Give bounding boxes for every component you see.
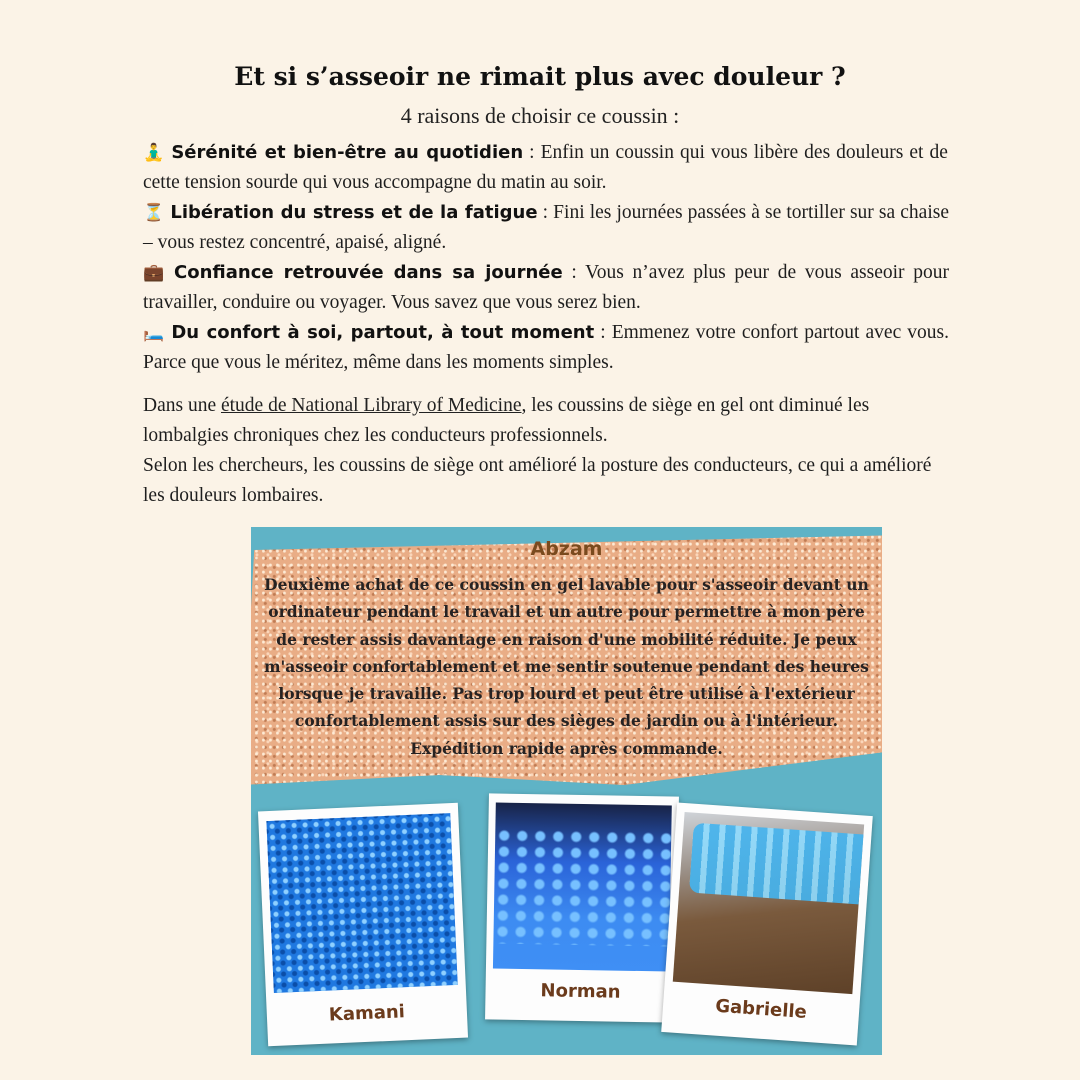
- review-text: [251, 571, 882, 762]
- photo-caption: Norman: [540, 980, 621, 1003]
- review-line: lorsque je travaille. Pas trop lourd et peut être utilisé à l'extérieur: [278, 684, 855, 704]
- reason-heading: Sérénité et bien-être au quotidien: [171, 142, 524, 163]
- bed-icon: 🛏️: [143, 323, 166, 343]
- reason-text: : Enfin un coussin qui vous libère des douleurs et de cette tension sourde qui vous accompagne du matin au soir.: [143, 142, 948, 193]
- reason-item: [143, 198, 949, 258]
- gel-cushion-photo: [673, 812, 864, 994]
- page-subtitle: 4 raisons de choisir ce coussin :: [400, 103, 680, 128]
- review-line: de rester assis davantage en raison d'une mobilité réduite. Je peux: [276, 629, 857, 649]
- gel-cushion-photo: [493, 802, 672, 971]
- study-link[interactable]: étude de National Library of Medicine: [220, 395, 522, 416]
- review-line: Expédition rapide après commande.: [410, 738, 723, 758]
- review-line: ordinateur pendant le travail et un autre pour permettre à mon père: [268, 602, 865, 622]
- study-suffix: , les coussins de siège en gel ont diminué les lombalgies chroniques chez les conducteurs professionnels.: [143, 395, 870, 446]
- polaroid-photo: [258, 803, 468, 1047]
- photo-caption: Kamani: [328, 1001, 406, 1026]
- reason-heading: Confiance retrouvée dans sa journée: [174, 262, 563, 283]
- review-line: Deuxième achat de ce coussin en gel lavable pour s'asseoir devant un: [264, 575, 869, 594]
- briefcase-icon: 💼: [143, 263, 168, 283]
- reason-item: [143, 318, 949, 378]
- polaroid-photo: [661, 802, 873, 1045]
- reason-heading: Libération du stress et de la fatigue: [170, 202, 538, 223]
- polaroid-photo: [485, 793, 679, 1022]
- customer-review-image: [251, 527, 882, 1055]
- review-line: confortablement assis sur des sièges de jardin ou à l'intérieur.: [294, 711, 839, 731]
- reasons-list: [143, 138, 949, 378]
- review-line: m'asseoir confortablement et me sentir soutenue pendant des heures: [264, 656, 869, 676]
- reason-item: [143, 258, 949, 318]
- hourglass-icon: ⏳: [143, 203, 165, 223]
- gel-cushion-photo: [266, 813, 457, 993]
- reason-heading: Du confort à soi, partout, à tout moment: [171, 322, 595, 343]
- reason-text: : Fini les journées passées à se tortiller sur sa chaise – vous restez concentré, apaisé, aligné.: [143, 202, 949, 253]
- reason-text: : Emmenez votre confort partout avec vous. Parce que vous le méritez, même dans les moments simples.: [143, 322, 950, 373]
- reviewer-name: Abzam: [530, 538, 603, 560]
- reason-text: : Vous n’avez plus peur de vous asseoir pour travailler, conduire ou voyager. Vous savez que vous serez bien.: [143, 262, 949, 313]
- reason-item: [143, 138, 949, 198]
- study-paragraph: [143, 391, 949, 511]
- page-title: Et si s’asseoir ne rimait plus avec douleur ?: [234, 62, 846, 91]
- study-prefix: Dans une: [143, 395, 221, 416]
- study-second-text: Selon les chercheurs, les coussins de siège ont amélioré la posture des conducteurs, ce qui a amélioré les douleurs lombaires.: [143, 455, 932, 506]
- meditation-icon: 🧘‍♂️: [143, 143, 166, 163]
- study-text: [143, 391, 949, 451]
- photo-caption: Gabrielle: [714, 995, 808, 1023]
